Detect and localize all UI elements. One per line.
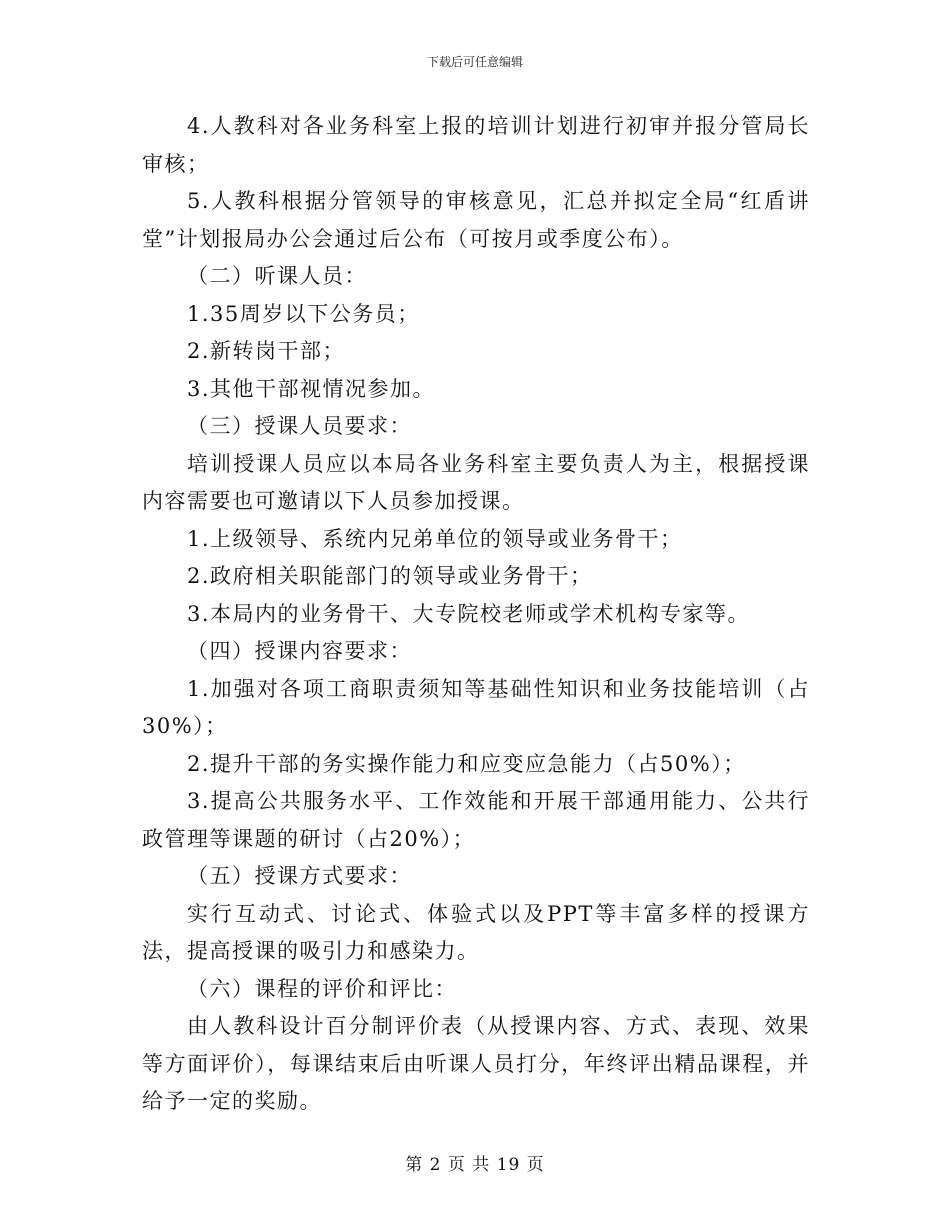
lecturers-intro: 培训授课人员应以本局各业务科室主要负责人为主，根据授课内容需要也可邀请以下人员参加授课。 bbox=[142, 451, 810, 513]
attendee-item-1: 1.35周岁以下公务员； bbox=[187, 301, 420, 326]
page-header: 下载后可任意编辑 bbox=[426, 55, 523, 69]
paragraph-item-5: 5.人教科根据分管领导的审核意见，汇总并拟定全局“红盾讲堂”计划报局办公会通过后公布（可按月或季度公布）。 bbox=[142, 189, 810, 251]
lecturer-item-2: 2.政府相关职能部门的领导或业务骨干； bbox=[187, 564, 593, 588]
lecturer-item-3: 3.本局内的业务骨干、大专院校老师或学术机构专家等。 bbox=[187, 601, 751, 626]
attendee-item-3: 3.其他干部视情况参加。 bbox=[187, 376, 436, 401]
section-heading-evaluation: （六）课程的评价和评比： bbox=[187, 976, 457, 1001]
section-heading-lecturers: （三）授课人员要求： bbox=[187, 414, 412, 438]
method-text: 实行互动式、讨论式、体验式以及PPT等丰富多样的授课方法，提高授课的吸引力和感染力。 bbox=[142, 901, 810, 963]
content-item-1: 1.加强对各项工商职责须知等基础性知识和业务技能培训（占30%）； bbox=[142, 676, 810, 738]
content-item-3: 3.提高公共服务水平、工作效能和开展干部通用能力、公共行政管理等课题的研讨（占20%）； bbox=[142, 789, 810, 851]
page-footer: 第 2 页 共 19 页 bbox=[405, 1155, 545, 1175]
lecturer-item-1: 1.上级领导、系统内兄弟单位的领导或业务骨干； bbox=[187, 526, 683, 551]
document-body bbox=[142, 108, 810, 1121]
section-heading-attendees: （二）听课人员： bbox=[187, 264, 367, 288]
paragraph-item-4: 4.人教科对各业务科室上报的培训计划进行初审并报分管局长审核； bbox=[142, 114, 810, 176]
attendee-item-2: 2.新转岗干部； bbox=[187, 339, 346, 363]
evaluation-text: 由人教科设计百分制评价表（从授课内容、方式、表现、效果等方面评价），每课结束后由听课人员打分，年终评出精品课程，并给予一定的奖励。 bbox=[142, 1014, 810, 1113]
content-item-2: 2.提升干部的务实操作能力和应变应急能力（占50%）； bbox=[187, 751, 746, 776]
section-heading-content: （四）授课内容要求： bbox=[187, 639, 412, 663]
section-heading-method: （五）授课方式要求： bbox=[187, 864, 412, 888]
